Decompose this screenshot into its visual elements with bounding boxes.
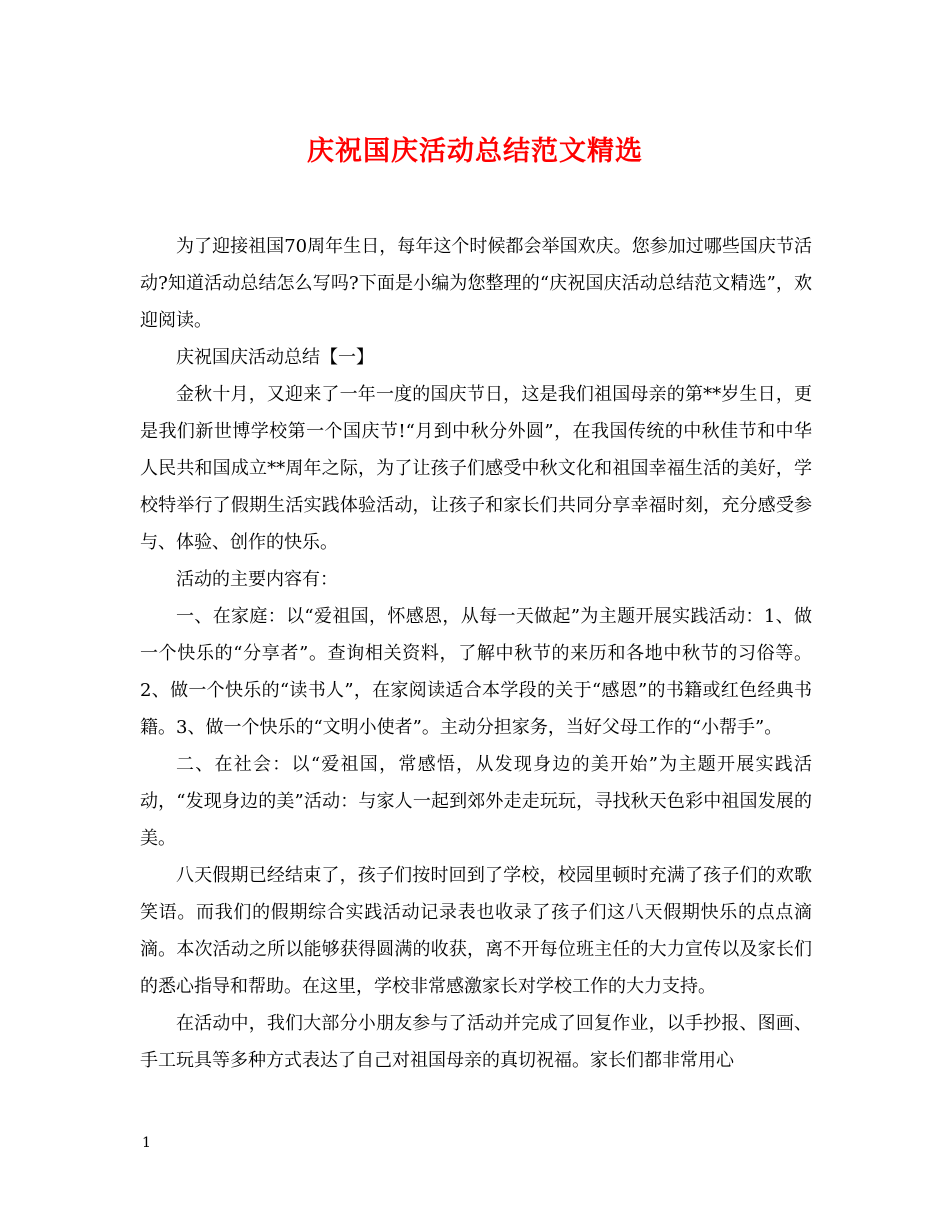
paragraph-participation: 在活动中，我们大部分小朋友参与了活动并完成了回复作业，以手抄报、图画、手工玩具等多种方式表达了自己对祖国母亲的真切祝福。家长们都非常用心 xyxy=(140,1013,812,1071)
document-body xyxy=(140,228,812,1079)
paragraph-national-day: 金秋十月，又迎来了一年一度的国庆节日，这是我们祖国母亲的第**岁生日，更是我们新世博学校第一个国庆节!“月到中秋分外圆”，在我国传统的中秋佳节和中华人民共和国成立**周年之际，为了让孩子们感受中秋文化和祖国幸福生活的美好，学校特举行了假期生活实践体验活动，让孩子和家长们共同分享幸福时刻，充分感受参与、体验、创作的快乐。 xyxy=(140,384,812,553)
document-title: 庆祝国庆活动总结范文精选 xyxy=(307,136,643,167)
paragraph-section-heading: 庆祝国庆活动总结【一】 xyxy=(176,347,374,368)
paragraph-intro: 为了迎接祖国70周年生日，每年这个时候都会举国欢庆。您参加过哪些国庆节活动?知道活动总结怎么写吗?下面是小编为您整理的“庆祝国庆活动总结范文精选”，欢迎阅读。 xyxy=(140,236,812,331)
paragraph-holiday-summary: 八天假期已经结束了，孩子们按时回到了学校，校园里顿时充满了孩子们的欢歌笑语。而我们的假期综合实践活动记录表也收录了孩子们这八天假期快乐的点点滴滴。本次活动之所以能够获得圆满的收获，离不开每位班主任的大力宣传以及家长们的悉心指导和帮助。在这里，学校非常感激家长对学校工作的大力支持。 xyxy=(140,865,812,997)
page-number: 1 xyxy=(142,1135,151,1151)
paragraph-society-activities: 二、在社会：以“爱祖国，常感悟，从发现身边的美开始”为主题开展实践活动，“发现身边的美”活动：与家人一起到郊外走走玩玩，寻找秋天色彩中祖国发展的美。 xyxy=(140,754,812,849)
paragraph-activities-intro: 活动的主要内容有： xyxy=(176,569,338,590)
paragraph-family-activities: 一、在家庭：以“爱祖国，怀感恩，从每一天做起”为主题开展实践活动：1、做一个快乐的“分享者”。查询相关资料，了解中秋节的来历和各地中秋节的习俗等。2、做一个快乐的“读书人”，在家阅读适合本学段的关于“感恩”的书籍或红色经典书籍。3、做一个快乐的“文明小使者”。主动分担家务，当好父母工作的“小帮手”。 xyxy=(140,606,812,738)
